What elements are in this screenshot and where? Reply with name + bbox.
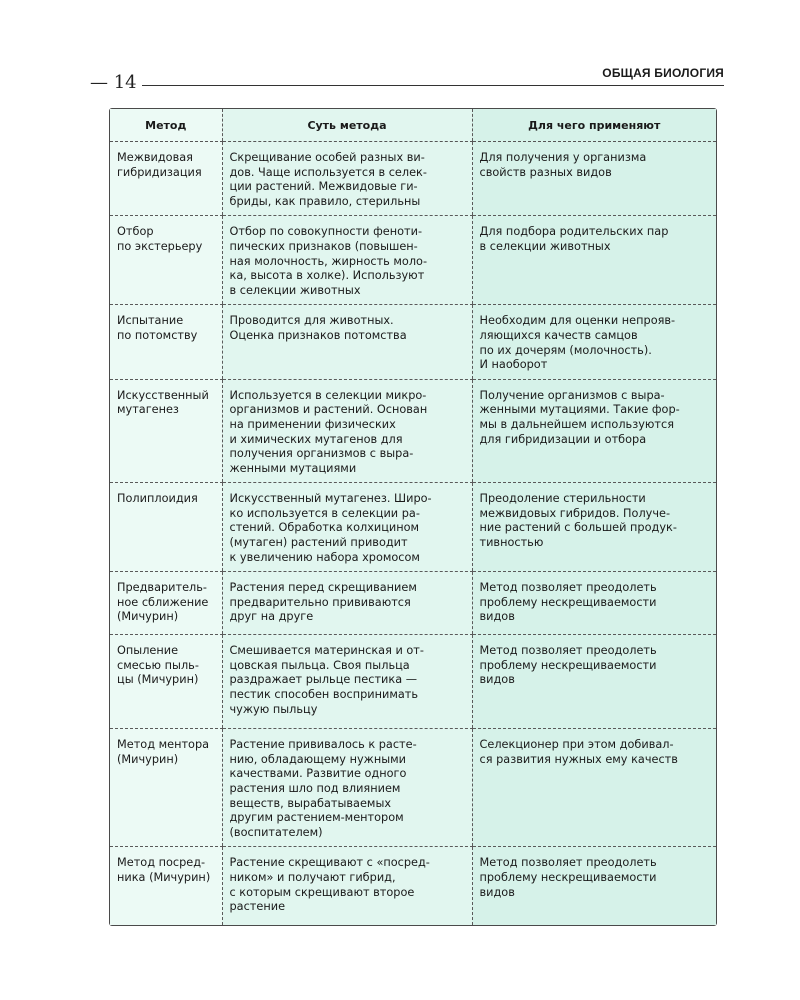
header-rule xyxy=(142,85,724,86)
table-row xyxy=(110,635,716,729)
cell-purpose: Метод позволяет преодолеть проблему нескрещиваемости видов xyxy=(472,847,716,925)
cell-method: Полиплоидия xyxy=(110,483,222,572)
cell-essence: Отбор по совокупности феноти- пических признаков (повышен- ная молочность, жирность моло- ка, высота в холке). Используют в селекции животных xyxy=(222,216,472,305)
table-row xyxy=(110,729,716,847)
table-row xyxy=(110,572,716,635)
header-method: Метод xyxy=(110,109,222,142)
cell-essence: Растение скрещивают с «посред- ником» и получают гибрид, с которым скрещивают второе растение xyxy=(222,847,472,925)
table-row xyxy=(110,305,716,379)
cell-essence: Растение прививалось к расте- нию, обладающему нужными качествами. Развитие одного растения шло под влиянием веществ, вырабатываемых другим растением-ментором (воспитателем) xyxy=(222,729,472,847)
selection-methods-table xyxy=(109,108,717,926)
cell-essence: Смешивается материнская и от- цовская пыльца. Своя пыльца раздражает рыльце пестика — пестик способен воспринимать чужую пыльцу xyxy=(222,635,472,729)
cell-method: Метод ментора (Мичурин) xyxy=(110,729,222,847)
table-row xyxy=(110,847,716,925)
page-number: — 14 xyxy=(90,72,141,93)
cell-essence: Используется в селекции микро- организмов и растений. Основан на применении физических и химических мутагенов для получения организмов с выра- женными мутациями xyxy=(222,379,472,483)
running-title: ОБЩАЯ БИОЛОГИЯ xyxy=(602,66,724,80)
table-row xyxy=(110,379,716,483)
table-header-row xyxy=(110,109,716,142)
cell-purpose: Необходим для оценки непрояв- ляющихся качеств самцов по их дочерям (молочность). И наоборот xyxy=(472,305,716,379)
header-essence: Суть метода xyxy=(222,109,472,142)
cell-purpose: Селекционер при этом добивал- ся развития нужных ему качеств xyxy=(472,729,716,847)
table-row xyxy=(110,483,716,572)
cell-purpose: Метод позволяет преодолеть проблему нескрещиваемости видов xyxy=(472,572,716,635)
cell-essence: Искусственный мутагенез. Широ- ко используется в селекции ра- стений. Обработка колхицином (мутаген) растений приводит к увеличению набора хромосом xyxy=(222,483,472,572)
cell-method: Опыление смесью пыль- цы (Мичурин) xyxy=(110,635,222,729)
cell-essence: Скрещивание особей разных ви- дов. Чаще используется в селек- ции растений. Межвидовые ги- бриды, как правило, стерильны xyxy=(222,142,472,216)
header-purpose: Для чего применяют xyxy=(472,109,716,142)
cell-essence: Растения перед скрещиванием предварительно прививаются друг на друге xyxy=(222,572,472,635)
cell-essence: Проводится для животных. Оценка признаков потомства xyxy=(222,305,472,379)
page-header xyxy=(90,62,724,96)
cell-method: Метод посред- ника (Мичурин) xyxy=(110,847,222,925)
cell-purpose: Преодоление стерильности межвидовых гибридов. Получе- ние растений с большей продук- тивностью xyxy=(472,483,716,572)
cell-method: Искусственный мутагенез xyxy=(110,379,222,483)
cell-method: Предваритель- ное сближение (Мичурин) xyxy=(110,572,222,635)
cell-purpose: Метод позволяет преодолеть проблему нескрещиваемости видов xyxy=(472,635,716,729)
cell-method: Отбор по экстерьеру xyxy=(110,216,222,305)
cell-method: Испытание по потомству xyxy=(110,305,222,379)
cell-purpose: Для подбора родительских пар в селекции животных xyxy=(472,216,716,305)
cell-purpose: Для получения у организма свойств разных видов xyxy=(472,142,716,216)
cell-method: Межвидовая гибридизация xyxy=(110,142,222,216)
cell-purpose: Получение организмов с выра- женными мутациями. Такие фор- мы в дальнейшем используются для гибридизации и отбора xyxy=(472,379,716,483)
table-row xyxy=(110,142,716,216)
table-row xyxy=(110,216,716,305)
